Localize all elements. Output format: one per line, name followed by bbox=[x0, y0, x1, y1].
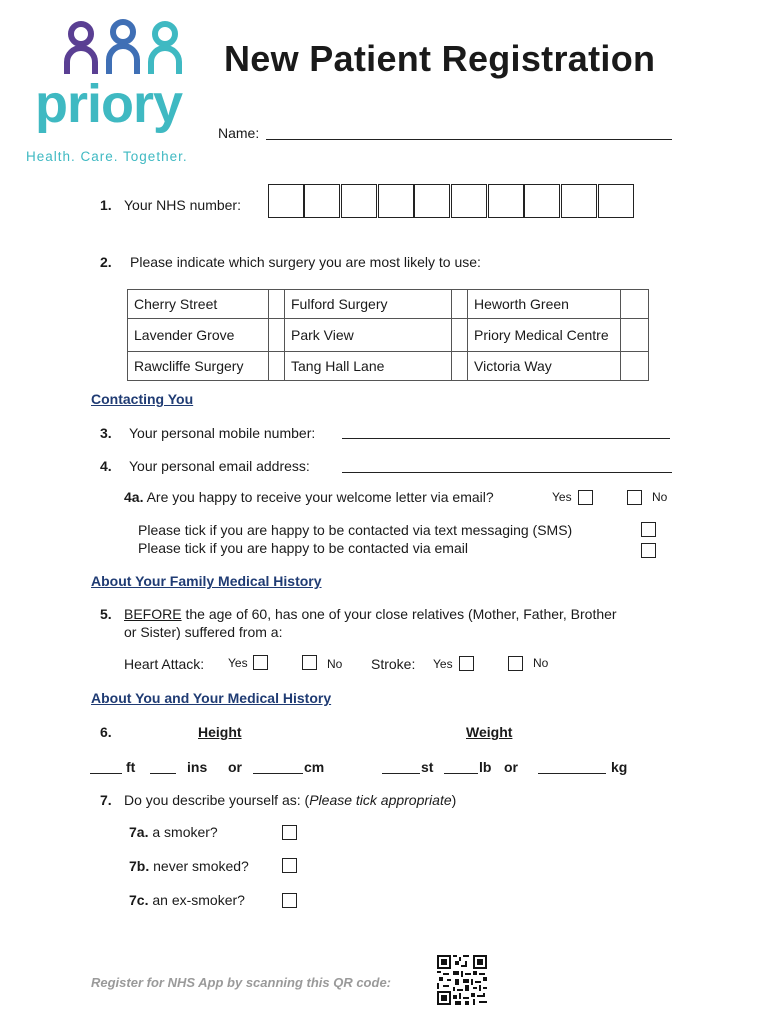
nhs-digit-box[interactable] bbox=[268, 184, 304, 218]
nhs-digit-box[interactable] bbox=[378, 184, 414, 218]
surgery-checkbox[interactable] bbox=[452, 290, 468, 319]
stroke-no-label: No bbox=[533, 656, 549, 670]
name-label: Name: bbox=[218, 125, 260, 141]
email-consent-checkbox[interactable] bbox=[641, 543, 656, 558]
q4-label: Your personal email address: bbox=[129, 458, 310, 474]
q4a-yes-checkbox[interactable] bbox=[578, 490, 593, 505]
q1-number: 1. bbox=[100, 197, 112, 213]
stroke-label: Stroke: bbox=[371, 656, 416, 672]
q5-rest: the age of 60, has one of your close relatives (Mother, Father, Brother bbox=[181, 606, 617, 622]
q5-emphasis: BEFORE bbox=[124, 606, 182, 622]
q7a-number: 7a. bbox=[129, 824, 149, 840]
tagline: Health. Care. Together. bbox=[26, 149, 188, 164]
q1-label: Your NHS number: bbox=[124, 197, 241, 213]
nhs-digit-box[interactable] bbox=[341, 184, 377, 218]
q4a-no-label: No bbox=[652, 490, 668, 504]
table-row bbox=[128, 319, 649, 352]
q4a-yes-label: Yes bbox=[552, 490, 572, 504]
surgery-name: Cherry Street bbox=[128, 290, 269, 319]
lb-unit: lb bbox=[479, 759, 492, 775]
smoker-checkbox[interactable] bbox=[282, 825, 297, 840]
sms-consent-label: Please tick if you are happy to be contacted via text messaging (SMS) bbox=[138, 522, 573, 538]
heart-no-checkbox[interactable] bbox=[302, 655, 317, 670]
nhs-digit-box[interactable] bbox=[488, 184, 524, 218]
height-ins-field[interactable] bbox=[150, 773, 176, 774]
cm-unit: cm bbox=[304, 759, 325, 775]
q5-number: 5. bbox=[100, 606, 112, 622]
weight-label: Weight bbox=[466, 724, 513, 740]
section-medical-history: About You and Your Medical History bbox=[91, 690, 332, 706]
nhs-digit-box[interactable] bbox=[598, 184, 634, 218]
heart-no-label: No bbox=[327, 657, 343, 671]
mobile-number-field[interactable] bbox=[342, 438, 670, 439]
q7a-label: a smoker? bbox=[152, 824, 218, 840]
surgery-name: Victoria Way bbox=[468, 352, 621, 381]
surgery-checkbox[interactable] bbox=[269, 352, 285, 381]
priory-wordmark: priory bbox=[35, 74, 183, 134]
surgery-checkbox[interactable] bbox=[452, 319, 468, 352]
q7-close: ) bbox=[451, 792, 457, 808]
q7c-option bbox=[129, 892, 245, 908]
table-row bbox=[128, 352, 649, 381]
people-logo-icon bbox=[63, 18, 183, 80]
priory-logo bbox=[30, 18, 200, 148]
weight-st-field[interactable] bbox=[382, 773, 420, 774]
sms-consent-checkbox[interactable] bbox=[641, 522, 656, 537]
height-cm-field[interactable] bbox=[253, 773, 303, 774]
ft-unit: ft bbox=[126, 759, 136, 775]
q3-label: Your personal mobile number: bbox=[129, 425, 316, 441]
q7-italic: Please tick appropriate bbox=[309, 792, 452, 808]
q4a-no-checkbox[interactable] bbox=[627, 490, 642, 505]
q7c-label: an ex-smoker? bbox=[152, 892, 245, 908]
qr-code-icon[interactable] bbox=[437, 955, 487, 1005]
surgery-checkbox[interactable] bbox=[621, 290, 649, 319]
q7c-number: 7c. bbox=[129, 892, 149, 908]
ex-smoker-checkbox[interactable] bbox=[282, 893, 297, 908]
surgery-name: Lavender Grove bbox=[128, 319, 269, 352]
nhs-digit-box[interactable] bbox=[524, 184, 560, 218]
nhs-digit-box[interactable] bbox=[304, 184, 340, 218]
q7b-number: 7b. bbox=[129, 858, 150, 874]
q5-line2: or Sister) suffered from a: bbox=[124, 624, 283, 640]
nhs-digit-box[interactable] bbox=[561, 184, 597, 218]
heart-attack-label: Heart Attack: bbox=[124, 656, 205, 672]
never-smoked-checkbox[interactable] bbox=[282, 858, 297, 873]
nhs-number-boxes[interactable] bbox=[268, 184, 634, 218]
kg-unit: kg bbox=[611, 759, 628, 775]
surgery-checkbox[interactable] bbox=[269, 290, 285, 319]
q2-number: 2. bbox=[100, 254, 112, 270]
q4a-question bbox=[124, 489, 494, 505]
heart-yes-label: Yes bbox=[228, 656, 248, 670]
q7-question bbox=[124, 792, 456, 808]
q5-text bbox=[124, 606, 617, 622]
email-consent-label: Please tick if you are happy to be contacted via email bbox=[138, 540, 468, 556]
surgery-name: Fulford Surgery bbox=[285, 290, 452, 319]
ins-unit: ins bbox=[187, 759, 208, 775]
height-ft-field[interactable] bbox=[90, 773, 122, 774]
surgery-checkbox[interactable] bbox=[269, 319, 285, 352]
q4a-label: Are you happy to receive your welcome letter via email? bbox=[146, 489, 494, 505]
surgery-checkbox[interactable] bbox=[621, 319, 649, 352]
page-title: New Patient Registration bbox=[224, 38, 656, 79]
height-or: or bbox=[228, 759, 242, 775]
weight-kg-field[interactable] bbox=[538, 773, 606, 774]
height-label: Height bbox=[198, 724, 242, 740]
q7-label: Do you describe yourself as: ( bbox=[124, 792, 310, 808]
q7a-option bbox=[129, 824, 218, 840]
q7-number: 7. bbox=[100, 792, 112, 808]
surgery-name: Rawcliffe Surgery bbox=[128, 352, 269, 381]
weight-or: or bbox=[504, 759, 518, 775]
email-address-field[interactable] bbox=[342, 472, 672, 473]
st-unit: st bbox=[421, 759, 434, 775]
nhs-digit-box[interactable] bbox=[451, 184, 487, 218]
section-contacting-you: Contacting You bbox=[91, 391, 194, 407]
name-field[interactable] bbox=[266, 139, 672, 140]
surgery-name: Park View bbox=[285, 319, 452, 352]
weight-lb-field[interactable] bbox=[444, 773, 478, 774]
surgery-name: Heworth Green bbox=[468, 290, 621, 319]
surgery-name: Priory Medical Centre bbox=[468, 319, 621, 352]
nhs-digit-box[interactable] bbox=[414, 184, 450, 218]
q6-number: 6. bbox=[100, 724, 112, 740]
q7b-option bbox=[129, 858, 249, 874]
stroke-no-checkbox[interactable] bbox=[508, 656, 523, 671]
table-row bbox=[128, 290, 649, 319]
section-family-history: About Your Family Medical History bbox=[91, 573, 322, 589]
stroke-yes-label: Yes bbox=[433, 657, 453, 671]
q2-label: Please indicate which surgery you are most likely to use: bbox=[130, 254, 481, 270]
stroke-yes-checkbox[interactable] bbox=[459, 656, 474, 671]
surgery-name: Tang Hall Lane bbox=[285, 352, 452, 381]
q4a-number: 4a. bbox=[124, 489, 144, 505]
surgery-checkbox[interactable] bbox=[452, 352, 468, 381]
surgery-table bbox=[127, 289, 649, 381]
heart-yes-checkbox[interactable] bbox=[253, 655, 268, 670]
q3-number: 3. bbox=[100, 425, 112, 441]
qr-prompt: Register for NHS App by scanning this QR code: bbox=[91, 975, 391, 990]
q4-number: 4. bbox=[100, 458, 112, 474]
surgery-checkbox[interactable] bbox=[621, 352, 649, 381]
q7b-label: never smoked? bbox=[153, 858, 249, 874]
